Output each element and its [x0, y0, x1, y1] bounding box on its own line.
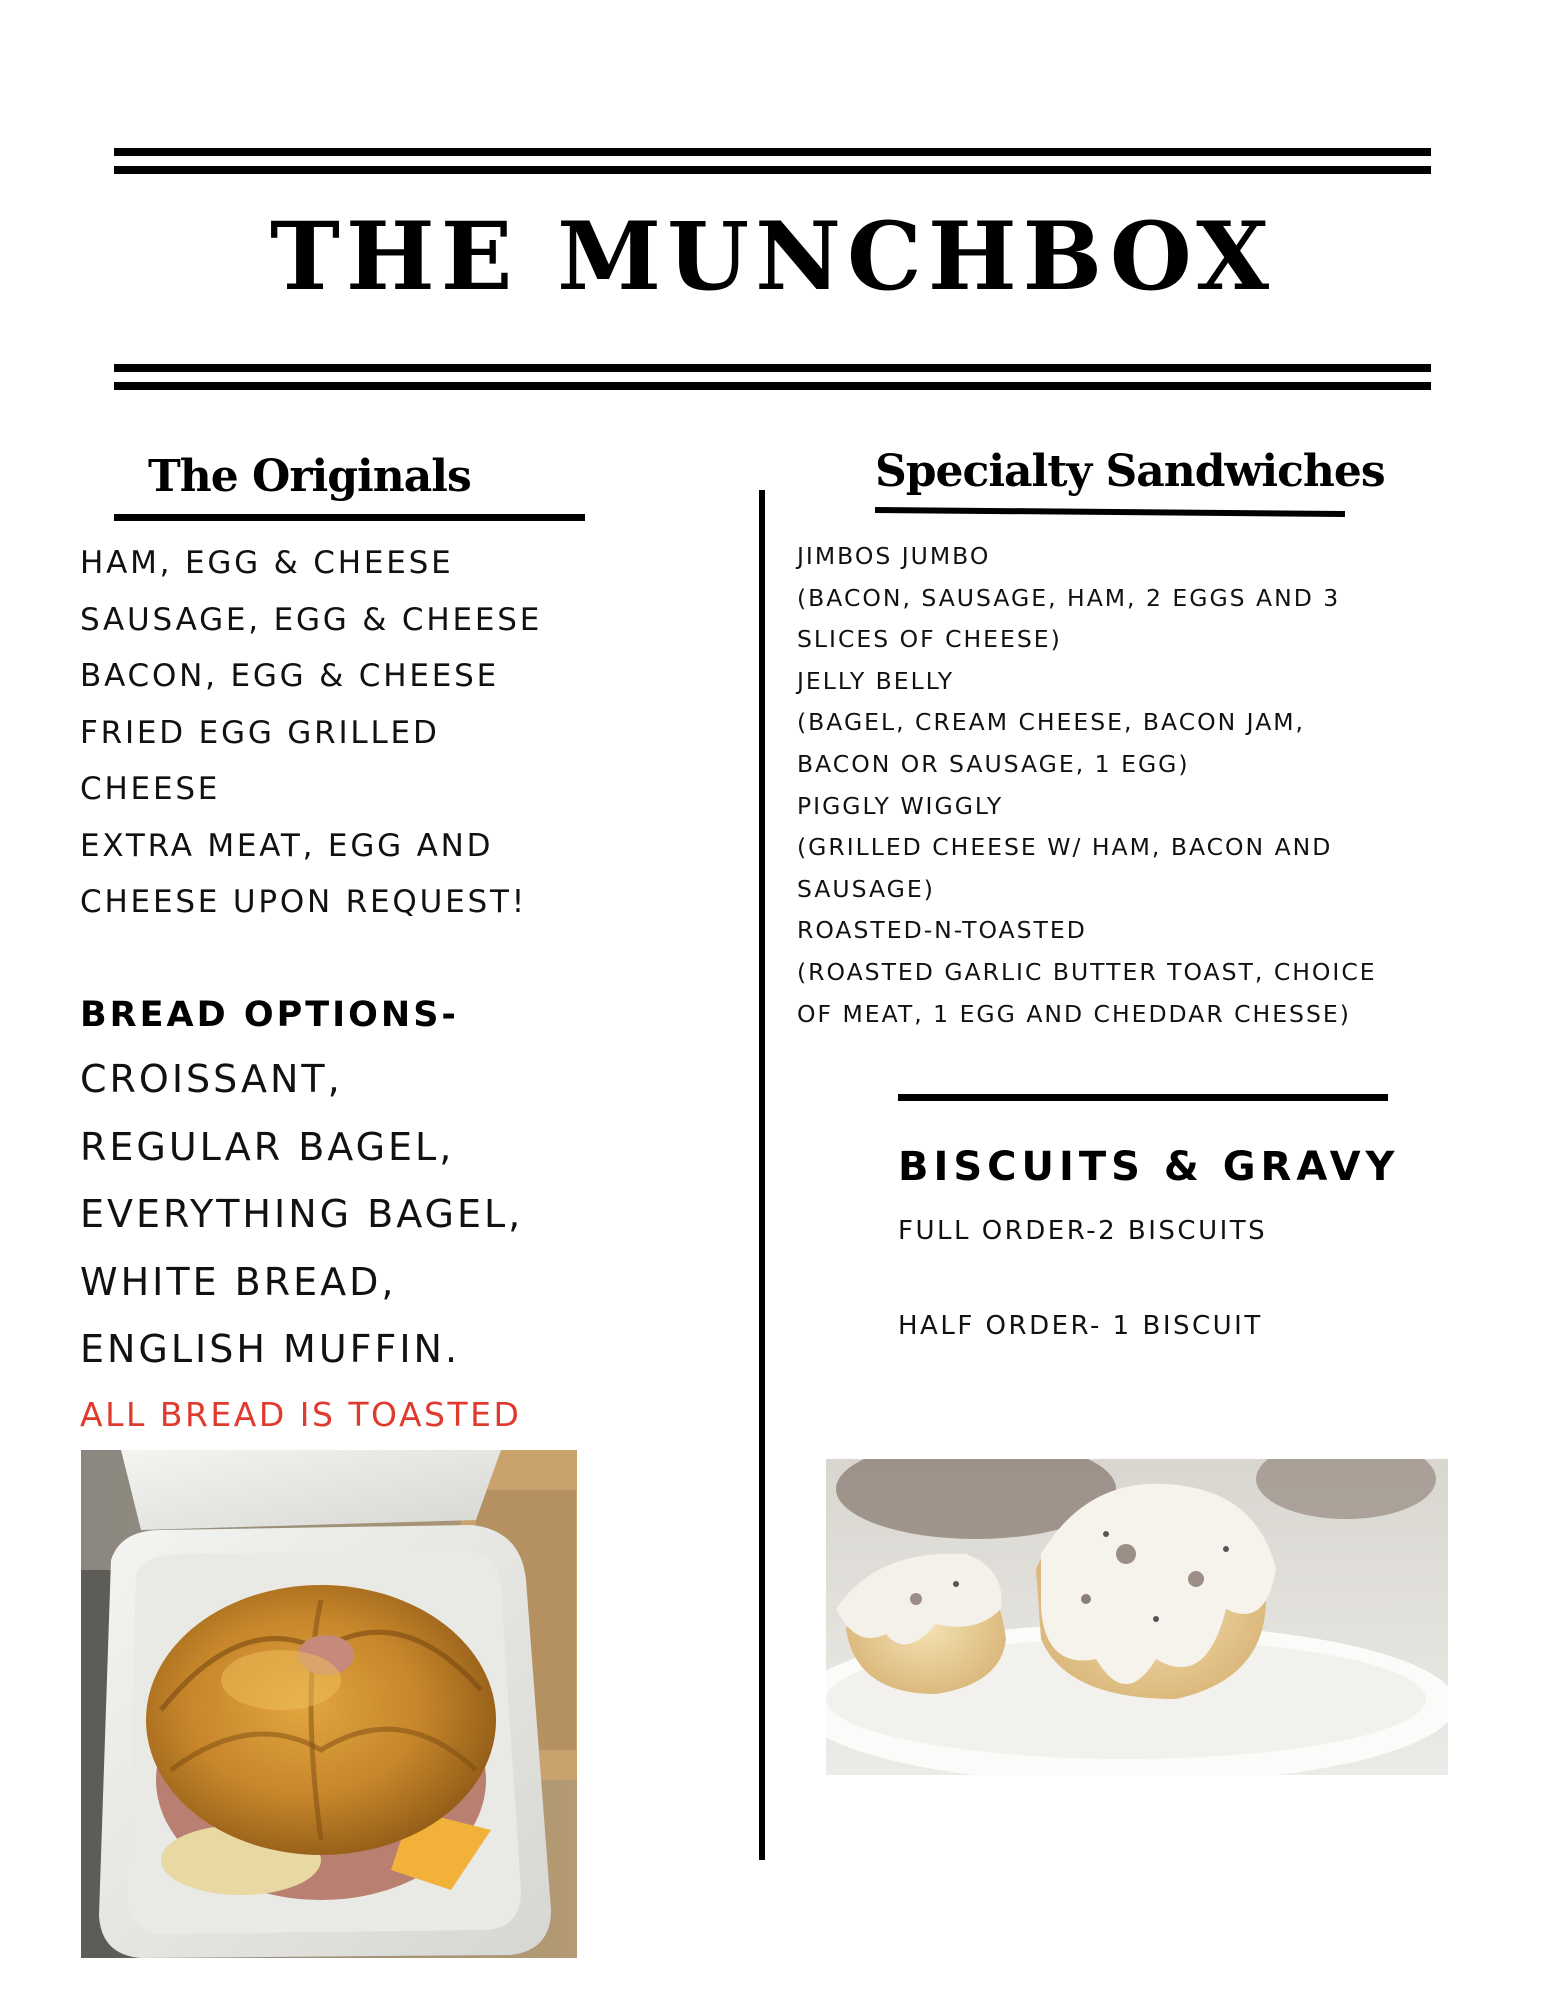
originals-item: BACON, EGG & CHEESE — [80, 658, 499, 694]
originals-item: CHEESE — [80, 771, 221, 807]
page-title: THE MUNCHBOX — [269, 202, 1276, 312]
originals-heading-underline — [114, 514, 585, 521]
title-rule-upper — [114, 364, 1431, 372]
originals-item: EXTRA MEAT, EGG AND — [80, 827, 494, 864]
bread-option: ENGLISH MUFFIN. — [80, 1327, 461, 1371]
biscuits-half-order: HALF ORDER- 1 BISCUIT — [898, 1311, 1263, 1341]
bread-option: REGULAR BAGEL, — [80, 1124, 455, 1169]
biscuits-divider — [898, 1094, 1388, 1101]
column-divider — [759, 490, 765, 1860]
specialty-line: SAUSAGE) — [797, 874, 935, 903]
originals-heading: The Originals — [148, 451, 471, 502]
biscuits-full-order: FULL ORDER-2 BISCUITS — [898, 1216, 1268, 1246]
originals-item: HAM, EGG & CHEESE — [80, 545, 454, 581]
specialty-line: (ROASTED GARLIC BUTTER TOAST, CHOICE — [797, 957, 1377, 986]
specialty-line: ROASTED-N-TOASTED — [797, 916, 1087, 945]
specialty-line: (BAGEL, CREAM CHEESE, BACON JAM, — [797, 708, 1306, 737]
bread-options-label: BREAD OPTIONS- — [80, 995, 459, 1035]
specialty-line: PIGGLY WIGGLY — [797, 791, 1004, 820]
bread-option: WHITE BREAD, — [80, 1259, 397, 1304]
bread-options-list — [80, 1046, 620, 1384]
bread-option: EVERYTHING BAGEL, — [80, 1192, 524, 1236]
originals-item: CHEESE UPON REQUEST! — [80, 884, 527, 920]
bread-option: CROISSANT, — [80, 1057, 343, 1101]
bread-options — [80, 990, 620, 1384]
specialty-line: OF MEAT, 1 EGG AND CHEDDAR CHESSE) — [797, 999, 1351, 1028]
specialty-line: (GRILLED CHEESE W/ HAM, BACON AND — [797, 833, 1333, 862]
croissant-sandwich-illustration — [81, 1450, 577, 1958]
biscuits-gravy-illustration — [826, 1459, 1448, 1775]
title-rule-lower — [114, 382, 1431, 390]
specialty-line: BACON OR SAUSAGE, 1 EGG) — [797, 749, 1190, 778]
specialty-list — [797, 536, 1437, 1035]
croissant-sandwich-photo — [81, 1450, 577, 1958]
top-rule-upper — [114, 148, 1431, 156]
biscuits-gravy-photo — [826, 1459, 1448, 1775]
specialty-heading: Specialty Sandwiches — [875, 446, 1385, 497]
top-rule-lower — [114, 166, 1431, 174]
biscuits-heading: BISCUITS & GRAVY — [898, 1144, 1400, 1190]
originals-item: FRIED EGG GRILLED — [80, 714, 440, 751]
specialty-line: JIMBOS JUMBO — [797, 542, 991, 570]
bread-toasted-note: ALL BREAD IS TOASTED — [80, 1395, 522, 1434]
specialty-line: JELLY BELLY — [797, 666, 955, 695]
originals-item: SAUSAGE, EGG & CHEESE — [80, 601, 543, 638]
specialty-heading-underline — [875, 507, 1345, 517]
specialty-line: (BACON, SAUSAGE, HAM, 2 EGGS AND 3 — [797, 583, 1341, 612]
specialty-line: SLICES OF CHEESE) — [797, 625, 1062, 654]
originals-list — [80, 535, 600, 931]
